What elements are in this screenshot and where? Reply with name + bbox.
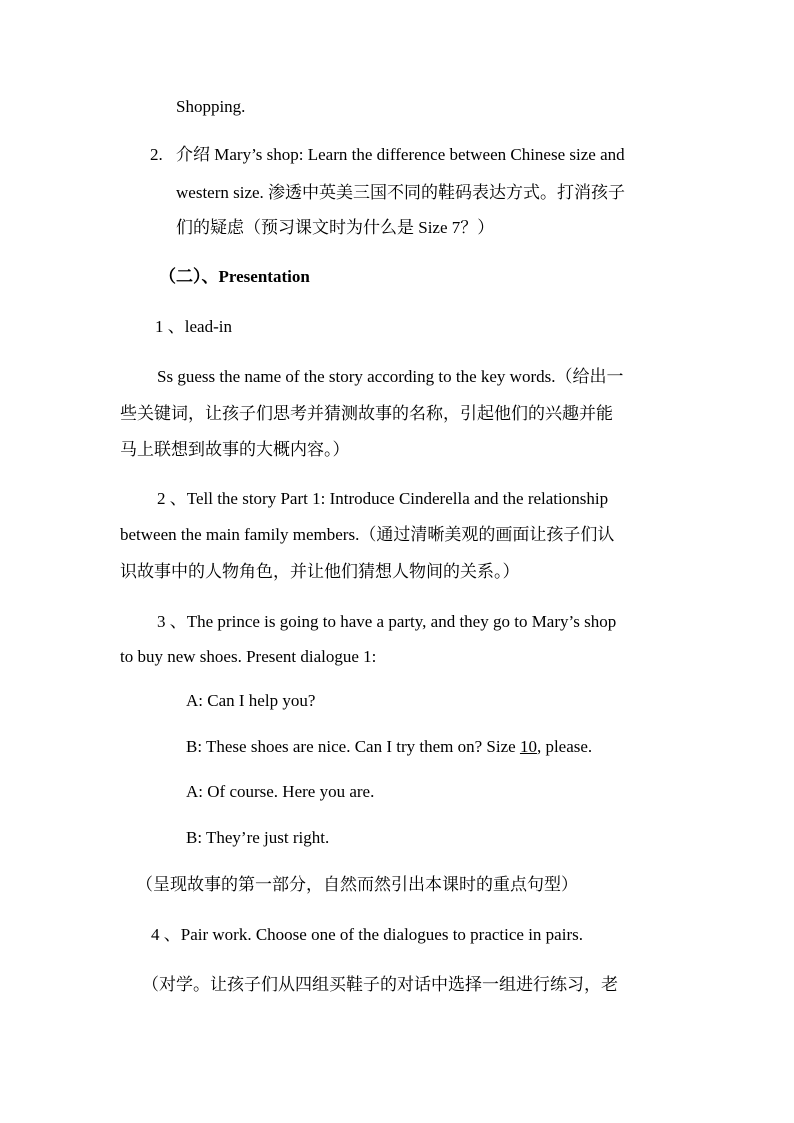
text-line: 介绍 Mary’s shop: Learn the difference between Chinese size and (176, 145, 625, 164)
text-line: Ss guess the name of the story according to the key words.（给出一 (157, 367, 624, 386)
dialogue-text: , please. (536, 737, 593, 756)
dialogue-line: A: Of course. Here you are. (186, 782, 375, 801)
underlined-size: 10 (519, 737, 537, 756)
text-line: 3 、The prince is going to have a party, and they go to Mary’s shop (157, 612, 617, 631)
text-line: between the main family members.（通过清晰美观的画面让孩子们认 (120, 525, 615, 544)
dialogue-line (186, 736, 592, 758)
text-line: 1 、lead-in (155, 317, 232, 336)
dialogue-line: A: Can I help you? (186, 691, 316, 710)
section-heading: （二）、Presentation (159, 267, 310, 286)
text-line: 4 、Pair work. Choose one of the dialogues to practice in pairs. (151, 925, 583, 944)
text-line: 识故事中的人物角色，并让他们猜想人物间的关系。） (120, 562, 520, 581)
list-number: 2. (150, 145, 163, 164)
text-line: to buy new shoes. Present dialogue 1: (120, 647, 377, 666)
text-line: （呈现故事的第一部分，自然而然引出本课时的重点句型） (136, 875, 578, 894)
text-line: 马上联想到故事的大概内容。） (120, 440, 350, 459)
text-line: 些关键词，让孩子们思考并猜测故事的名称，引起他们的兴趣并能 (120, 404, 613, 423)
text-line: 们的疑虑（预习课文时为什么是 Size 7？） (176, 218, 495, 237)
text-line: 2 、Tell the story Part 1: Introduce Cinderella and the relationship (157, 489, 609, 508)
dialogue-text: B: These shoes are nice. Can I try them on? Size (186, 737, 520, 756)
text-line: （对学。让孩子们从四组买鞋子的对话中选择一组进行练习，老 (142, 975, 618, 994)
dialogue-line: B: They’re just right. (186, 828, 330, 847)
text-line: western size. 渗透中英美三国不同的鞋码表达方式。打消孩子 (176, 183, 626, 202)
text-line: Shopping. (176, 97, 246, 116)
